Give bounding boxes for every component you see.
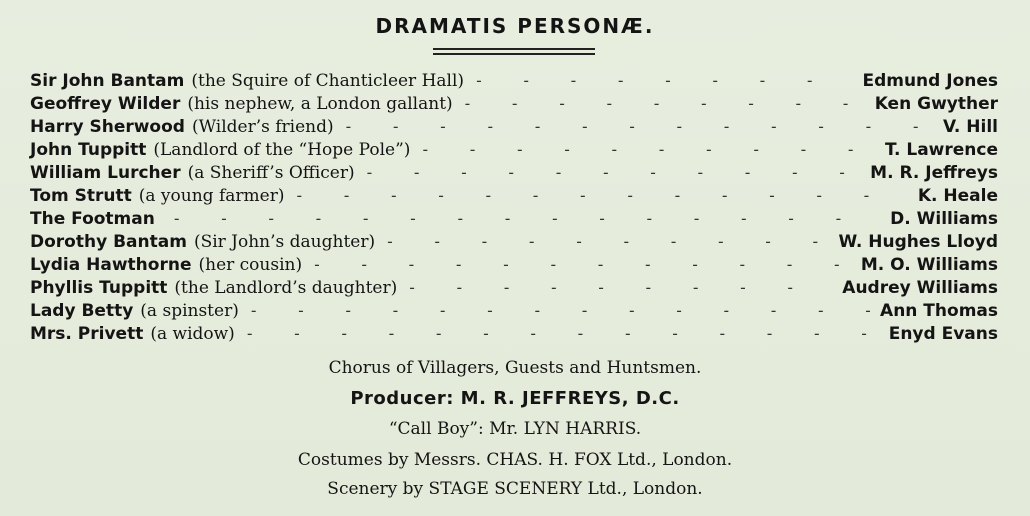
producer-credit: Producer: M. R. JEFFREYS, D.C. xyxy=(350,388,680,409)
actor-name: Audrey Williams xyxy=(842,278,998,298)
cast-row xyxy=(30,230,998,253)
role-name: Lydia Hawthorne xyxy=(30,255,192,275)
rule-line xyxy=(433,48,595,50)
page-title: DRAMATIS PERSONÆ. xyxy=(375,14,655,38)
costumes-credit: Costumes by Messrs. CHAS. H. FOX Ltd., London. xyxy=(297,450,733,470)
dot-leader xyxy=(249,299,870,322)
cast-row xyxy=(30,115,998,138)
cast-row xyxy=(30,299,998,322)
actor-name: Edmund Jones xyxy=(862,71,998,91)
role-name: Phyllis Tuppitt xyxy=(30,278,168,298)
actor-name: Ken Gwyther xyxy=(874,94,998,114)
dot-leader xyxy=(344,115,933,138)
dot-leader xyxy=(420,138,875,161)
actor-name: V. Hill xyxy=(942,117,998,137)
cast-row xyxy=(30,253,998,276)
role-description: (a young farmer) xyxy=(138,186,285,206)
role-name: Harry Sherwood xyxy=(30,117,185,137)
cast-row xyxy=(30,161,998,184)
role-name: William Lurcher xyxy=(30,163,181,183)
cast-list xyxy=(30,69,998,345)
role-description: (a Sheriff’s Officer) xyxy=(187,163,355,183)
role-description: (a spinster) xyxy=(140,301,239,321)
dot-leader xyxy=(294,184,907,207)
actor-name: Ann Thomas xyxy=(880,301,998,321)
role-description: (Landlord of the “Hope Pole”) xyxy=(153,140,411,160)
dot-leader xyxy=(312,253,851,276)
cast-row xyxy=(30,138,998,161)
title-double-rule xyxy=(433,48,595,58)
cast-row xyxy=(30,322,998,345)
dot-leader xyxy=(385,230,828,253)
scenery-credit: Scenery by STAGE SCENERY Ltd., London. xyxy=(327,479,703,499)
rule-line xyxy=(433,53,595,55)
actor-name: D. Williams xyxy=(890,209,998,229)
role-description: (Wilder’s friend) xyxy=(191,117,334,137)
dot-leader xyxy=(463,92,865,115)
role-description: (his nephew, a London gallant) xyxy=(187,94,453,114)
role-description: (Sir John’s daughter) xyxy=(193,232,376,252)
role-description: (her cousin) xyxy=(198,255,303,275)
role-name: Lady Betty xyxy=(30,301,134,321)
cast-row xyxy=(30,276,998,299)
dot-leader xyxy=(474,69,852,92)
cast-row xyxy=(30,69,998,92)
actor-name: T. Lawrence xyxy=(884,140,998,160)
role-name: John Tuppitt xyxy=(30,140,147,160)
role-name: Tom Strutt xyxy=(30,186,132,206)
cast-row xyxy=(30,184,998,207)
cast-row xyxy=(30,207,998,230)
role-description: (the Squire of Chanticleer Hall) xyxy=(191,71,465,91)
call-boy-credit: “Call Boy”: Mr. LYN HARRIS. xyxy=(388,419,642,439)
dot-leader xyxy=(245,322,879,345)
role-name: Geoffrey Wilder xyxy=(30,94,181,114)
dot-leader xyxy=(407,276,832,299)
actor-name: Enyd Evans xyxy=(888,324,998,344)
role-description: (a widow) xyxy=(150,324,235,344)
role-name: Sir John Bantam xyxy=(30,71,185,91)
actor-name: M. R. Jeffreys xyxy=(870,163,998,183)
dot-leader xyxy=(365,161,861,184)
actor-name: K. Heale xyxy=(917,186,998,206)
actor-name: W. Hughes Lloyd xyxy=(838,232,998,252)
role-name: Dorothy Bantam xyxy=(30,232,187,252)
role-name: The Footman xyxy=(30,209,155,229)
dot-leader xyxy=(172,207,880,230)
role-description: (the Landlord’s daughter) xyxy=(174,278,398,298)
chorus-line: Chorus of Villagers, Guests and Huntsmen. xyxy=(328,358,702,378)
cast-row xyxy=(30,92,998,115)
actor-name: M. O. Williams xyxy=(860,255,998,275)
role-name: Mrs. Privett xyxy=(30,324,144,344)
